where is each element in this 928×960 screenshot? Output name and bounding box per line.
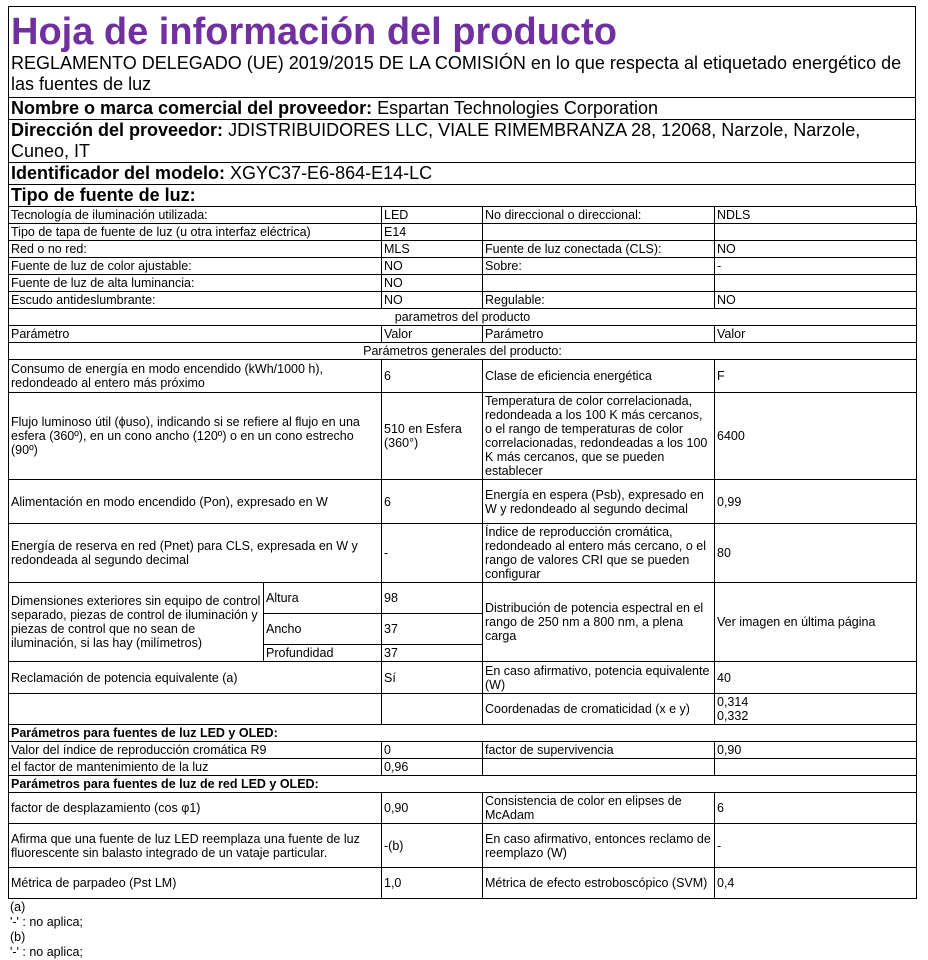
product-info-sheet [8, 6, 916, 960]
model-row [9, 162, 915, 184]
footnote-a-text: '-' : no aplica; [10, 915, 83, 929]
r9-label: Valor del índice de reproducción cromática R9 [9, 742, 382, 759]
luminous-flux-value: 510 en Esfera (360°) [382, 393, 483, 480]
light-type-heading [9, 184, 915, 206]
product-table [8, 206, 917, 899]
height-value: 98 [382, 583, 483, 614]
cls-value: NO [715, 241, 917, 258]
table-row [9, 759, 917, 776]
table-row [9, 662, 917, 694]
fluorescent-replacement-label: Afirma que una fuente de luz LED reemplaza una fuente de luz fluorescente sin balasto integrado de un vataje particular. [9, 824, 382, 868]
empty-cell [715, 224, 917, 241]
table-row [9, 868, 917, 899]
table-row [9, 725, 917, 742]
width-label: Ancho [264, 614, 382, 645]
table-row [9, 583, 917, 614]
width-value: 37 [382, 614, 483, 645]
table-row [9, 524, 917, 583]
regulation-subtitle: REGLAMENTO DELEGADO (UE) 2019/2015 DE LA COMISIÓN en lo que respecta al etiquetado energético de las fuentes de luz [11, 53, 902, 94]
table-row [9, 241, 917, 258]
table-row [9, 742, 917, 759]
param-column-header: Parámetro [9, 326, 382, 343]
flicker-metric-value: 1,0 [382, 868, 483, 899]
efficiency-class-label: Clase de eficiencia energética [483, 360, 715, 393]
footnote-b-text: '-' : no aplica; [10, 945, 83, 959]
address-label: Dirección del proveedor: [11, 120, 224, 140]
light-type-heading-text: Tipo de fuente de luz: [11, 185, 196, 205]
equivalent-power-claim-label: Reclamación de potencia equivalente (a) [9, 662, 382, 694]
flicker-metric-label: Métrica de parpadeo (Pst LM) [9, 868, 382, 899]
table-row [9, 309, 917, 326]
supplier-row [9, 97, 915, 119]
anti-glare-value: NO [382, 292, 483, 309]
spectral-distribution-value: Ver imagen en última página [715, 583, 917, 662]
general-params-heading: Parámetros generales del producto: [9, 343, 917, 360]
dimmable-value: NO [715, 292, 917, 309]
color-temperature-label: Temperatura de color correlacionada, redondeada a los 100 K más cercanos, o el rango de temperaturas de color correlacionadas, redondeadas a los 100 K más cercanos, que se pueden establecer [483, 393, 715, 480]
standby-power-label: Energía en espera (Psb), expresado en W y redondeado al segundo decimal [483, 480, 715, 524]
color-temperature-value: 6400 [715, 393, 917, 480]
energy-consumption-value: 6 [382, 360, 483, 393]
directional-value: NDLS [715, 207, 917, 224]
table-row [9, 343, 917, 360]
table-row [9, 258, 917, 275]
high-luminance-label: Fuente de luz de alta luminancia: [9, 275, 382, 292]
standby-power-value: 0,99 [715, 480, 917, 524]
equivalent-power-label: En caso afirmativo, potencia equivalente (W) [483, 662, 715, 694]
sheet-header [8, 6, 916, 206]
envelope-value: - [715, 258, 917, 275]
model-label: Identificador del modelo: [11, 163, 226, 183]
led-params-heading: Parámetros para fuentes de luz LED y OLED: [9, 725, 917, 742]
table-row [9, 480, 917, 524]
footnote-b-mark: (b) [10, 930, 26, 944]
footnotes [8, 900, 916, 960]
r9-value: 0 [382, 742, 483, 759]
address-row [9, 119, 915, 162]
chromaticity-y: 0,332 [717, 709, 749, 723]
empty-cell [9, 694, 382, 725]
on-mode-power-label: Alimentación en modo encendido (Pon), expresado en W [9, 480, 382, 524]
chromaticity-label: Coordenadas de cromaticidad (x e y) [483, 694, 715, 725]
table-row [9, 292, 917, 309]
high-luminance-value: NO [382, 275, 483, 292]
maintenance-factor-value: 0,96 [382, 759, 483, 776]
directional-label: No direccional o direccional: [483, 207, 715, 224]
cri-label: Índice de reproducción cromática, redondeado al entero más cercano, o el rango de valores CRI que se pueden configurar [483, 524, 715, 583]
fluorescent-replacement-value: -(b) [382, 824, 483, 868]
table-row [9, 275, 917, 292]
empty-cell [483, 759, 715, 776]
chromaticity-x: 0,314 [717, 695, 749, 709]
table-row [9, 207, 917, 224]
dimmable-label: Regulable: [483, 292, 715, 309]
efficiency-class-value: F [715, 360, 917, 393]
page-title: Hoja de información del producto [11, 11, 617, 53]
cap-type-value: E14 [382, 224, 483, 241]
chromaticity-value [715, 694, 917, 725]
energy-consumption-label: Consumo de energía en modo encendido (kWh/1000 h), redondeado al entero más próximo [9, 360, 382, 393]
supplier-value: Espartan Technologies Corporation [377, 98, 658, 118]
empty-cell [483, 224, 715, 241]
network-standby-value: - [382, 524, 483, 583]
address-value: JDISTRIBUIDORES LLC, VIALE RIMEMBRANZA 28, 12068, Narzole, Narzole, Cuneo, IT [11, 120, 861, 161]
model-value: XGYC37-E6-864-E14-LC [230, 163, 433, 183]
equivalent-power-claim-value: Sí [382, 662, 483, 694]
table-row [9, 793, 917, 824]
table-row [9, 393, 917, 480]
survival-factor-value: 0,90 [715, 742, 917, 759]
macadam-label: Consistencia de color en elipses de McAdam [483, 793, 715, 824]
table-row [9, 326, 917, 343]
table-row [9, 224, 917, 241]
technology-value: LED [382, 207, 483, 224]
product-params-heading: parametros del producto [9, 309, 917, 326]
table-row [9, 776, 917, 793]
equivalent-power-value: 40 [715, 662, 917, 694]
mains-label: Red o no red: [9, 241, 382, 258]
displacement-factor-value: 0,90 [382, 793, 483, 824]
replacement-claim-value: - [715, 824, 917, 868]
maintenance-factor-label: el factor de mantenimiento de la luz [9, 759, 382, 776]
color-tunable-value: NO [382, 258, 483, 275]
dimensions-label: Dimensiones exteriores sin equipo de control separado, piezas de control de iluminación y piezas de control que no sean de iluminación, si las hay (milímetros) [9, 583, 264, 662]
depth-label: Profundidad [264, 645, 382, 662]
mains-value: MLS [382, 241, 483, 258]
stroboscopic-metric-label: Métrica de efecto estroboscópico (SVM) [483, 868, 715, 899]
replacement-claim-label: En caso afirmativo, entonces reclamo de reemplazo (W) [483, 824, 715, 868]
technology-label: Tecnología de iluminación utilizada: [9, 207, 382, 224]
color-tunable-label: Fuente de luz de color ajustable: [9, 258, 382, 275]
table-row [9, 694, 917, 725]
displacement-factor-label: factor de desplazamiento (cos φ1) [9, 793, 382, 824]
empty-cell [483, 275, 715, 292]
spectral-distribution-label: Distribución de potencia espectral en el rango de 250 nm a 800 nm, a plena carga [483, 583, 715, 662]
macadam-value: 6 [715, 793, 917, 824]
table-row [9, 824, 917, 868]
supplier-label: Nombre o marca comercial del proveedor: [11, 98, 373, 118]
anti-glare-label: Escudo antideslumbrante: [9, 292, 382, 309]
cls-label: Fuente de luz conectada (CLS): [483, 241, 715, 258]
network-standby-label: Energía de reserva en red (Pnet) para CLS, expresada en W y redondeada al segundo decimal [9, 524, 382, 583]
depth-value: 37 [382, 645, 483, 662]
footnote-a-mark: (a) [10, 900, 26, 914]
empty-cell [715, 759, 917, 776]
height-label: Altura [264, 583, 382, 614]
value-column-header: Valor [382, 326, 483, 343]
survival-factor-label: factor de supervivencia [483, 742, 715, 759]
luminous-flux-label: Flujo luminoso útil (ϕuso), indicando si se refiere al flujo en una esfera (360º), en un cono ancho (120º) o en un cono estrecho (90º) [9, 393, 382, 480]
cri-value: 80 [715, 524, 917, 583]
mains-params-heading: Parámetros para fuentes de luz de red LED y OLED: [9, 776, 917, 793]
empty-cell [382, 694, 483, 725]
value-column-header: Valor [715, 326, 917, 343]
on-mode-power-value: 6 [382, 480, 483, 524]
envelope-label: Sobre: [483, 258, 715, 275]
cap-type-label: Tipo de tapa de fuente de luz (u otra interfaz eléctrica) [9, 224, 382, 241]
param-column-header: Parámetro [483, 326, 715, 343]
table-row [9, 360, 917, 393]
stroboscopic-metric-value: 0,4 [715, 868, 917, 899]
empty-cell [715, 275, 917, 292]
